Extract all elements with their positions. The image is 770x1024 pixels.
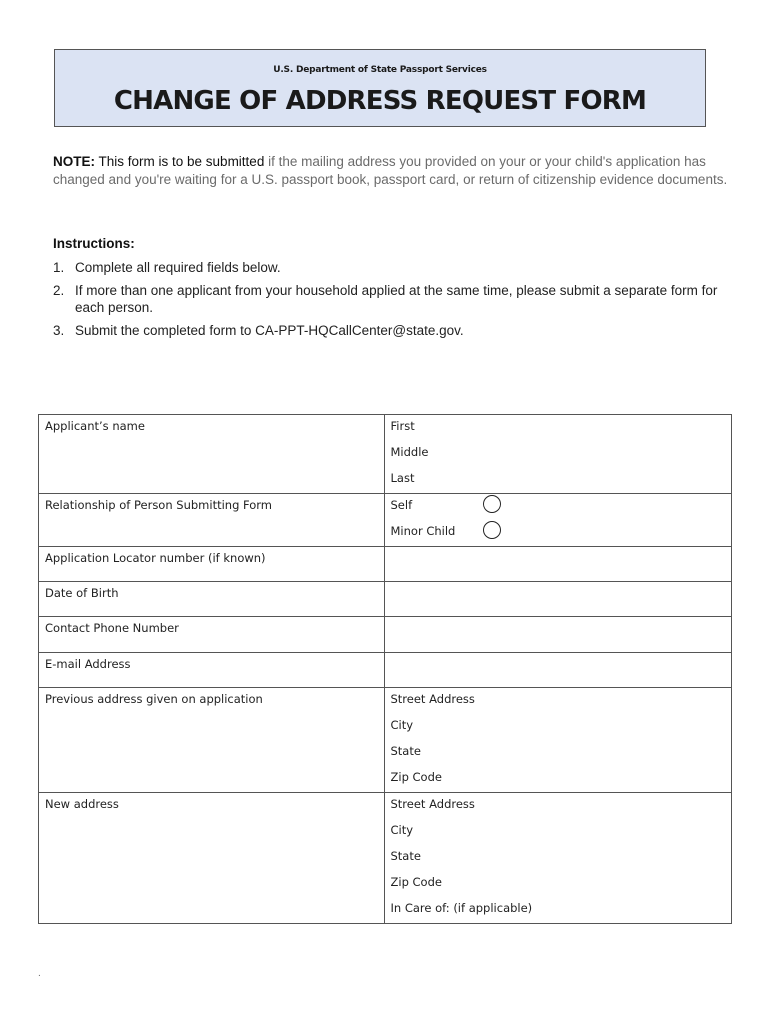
email-label: E-mail Address (39, 653, 385, 688)
instruction-item (53, 259, 733, 276)
new-street-field[interactable]: Street Address (390, 797, 475, 811)
row-phone (39, 617, 732, 653)
row-relationship (39, 494, 732, 547)
option-minor-child-label: Minor Child (390, 524, 456, 538)
middle-name-field[interactable]: Middle (390, 445, 429, 459)
instruction-item (53, 282, 733, 316)
row-applicant-name (39, 415, 732, 494)
new-address-label: New address (39, 793, 385, 924)
instruction-number: 3. (53, 323, 65, 338)
row-previous-address (39, 688, 732, 793)
in-care-of-field[interactable]: In Care of: (if applicable) (390, 901, 533, 915)
row-locator (39, 547, 732, 582)
row-new-address (39, 793, 732, 924)
request-form-table (38, 414, 732, 924)
option-self-label: Self (390, 498, 413, 512)
instruction-text: If more than one applicant from your household applied at the same time, please submit a separate form for each person. (75, 283, 718, 315)
new-zip-field[interactable]: Zip Code (390, 875, 442, 889)
previous-state-field[interactable]: State (390, 744, 421, 758)
note-text: if the mailing address you provided on your or your child's application has changed and you're waiting for a U.S. passport book, passport card, or return of citizenship evidence documents. (53, 154, 728, 187)
first-name-field[interactable]: First (390, 419, 415, 433)
phone-label: Contact Phone Number (39, 617, 385, 653)
page-title: CHANGE OF ADDRESS REQUEST FORM (113, 86, 647, 116)
locator-field[interactable] (384, 547, 732, 582)
instruction-item (53, 322, 733, 339)
relationship-options (384, 494, 732, 547)
minor-child-radio[interactable] (483, 521, 501, 539)
new-city-field[interactable]: City (390, 823, 414, 837)
instruction-text: Submit the completed form to CA-PPT-HQCallCenter@state.gov. (75, 323, 464, 338)
applicant-name-label: Applicant’s name (39, 415, 385, 494)
row-dob (39, 582, 732, 617)
instruction-number: 2. (53, 283, 65, 298)
note-paragraph (53, 153, 733, 189)
agency-name: U.S. Department of State Passport Services (273, 65, 487, 75)
dob-label: Date of Birth (39, 582, 385, 617)
row-email (39, 653, 732, 688)
note-lead: This form is to be submitted (98, 154, 265, 169)
previous-address-label: Previous address given on application (39, 688, 385, 793)
previous-zip-field[interactable]: Zip Code (390, 770, 442, 784)
instruction-number: 1. (53, 260, 65, 275)
note-label: NOTE: (53, 154, 95, 169)
instructions-title: Instructions: (53, 236, 135, 251)
previous-address-fields (384, 688, 732, 793)
previous-city-field[interactable]: City (390, 718, 414, 732)
relationship-label: Relationship of Person Submitting Form (39, 494, 385, 547)
option-minor-child[interactable] (391, 520, 726, 546)
locator-label: Application Locator number (if known) (39, 547, 385, 582)
instruction-text: Complete all required fields below. (75, 260, 281, 275)
instructions-list (53, 259, 733, 345)
previous-street-field[interactable]: Street Address (390, 692, 475, 706)
last-name-field[interactable]: Last (390, 471, 415, 485)
applicant-name-fields (384, 415, 732, 494)
footer-mark: . (38, 968, 41, 979)
email-field[interactable] (384, 653, 732, 688)
new-state-field[interactable]: State (390, 849, 421, 863)
new-address-fields (384, 793, 732, 924)
self-radio[interactable] (483, 495, 501, 513)
option-self[interactable] (391, 494, 726, 520)
phone-field[interactable] (384, 617, 732, 653)
dob-field[interactable] (384, 582, 732, 617)
form-header (54, 49, 706, 127)
